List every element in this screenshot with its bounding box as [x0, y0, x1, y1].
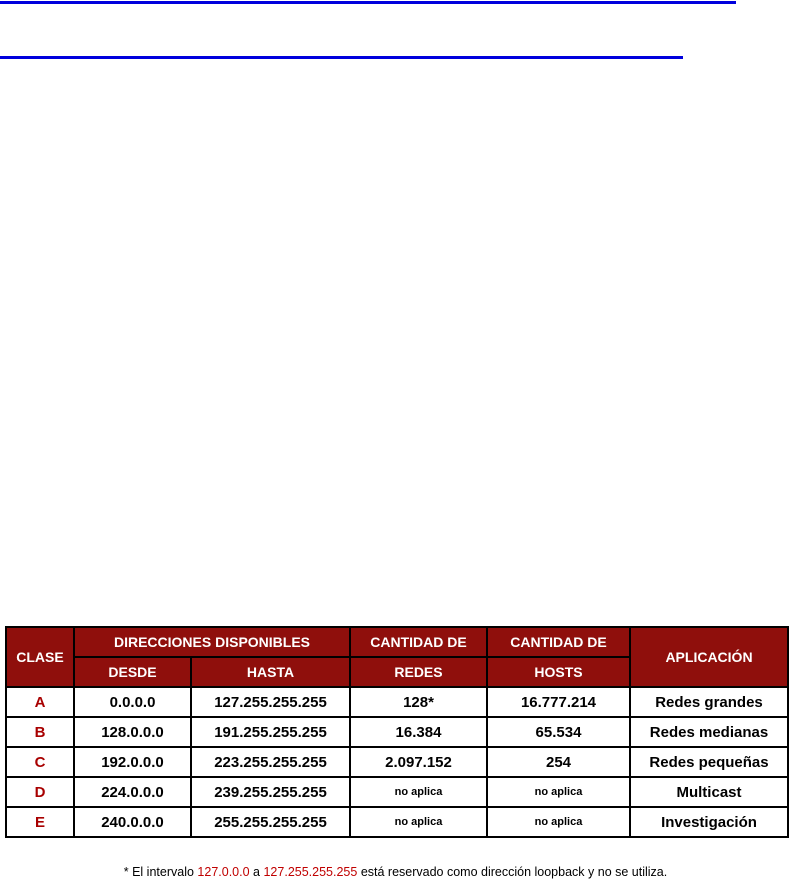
- cell-aplicacion: Multicast: [630, 777, 788, 807]
- cell-aplicacion: Redes medianas: [630, 717, 788, 747]
- header-hasta: HASTA: [191, 657, 350, 687]
- footnote-range-end: 127.255.255.255: [263, 865, 358, 879]
- footnote-range-start: 127.0.0.0: [197, 865, 250, 879]
- table-row-class-e: [6, 807, 788, 837]
- cell-desde: 192.0.0.0: [74, 747, 191, 777]
- cell-aplicacion: Investigación: [630, 807, 788, 837]
- cell-redes: no aplica: [350, 807, 487, 837]
- header-cantidad-hosts-bottom: HOSTS: [487, 657, 630, 687]
- loopback-footnote: [0, 865, 791, 879]
- cell-redes: 128*: [350, 687, 487, 717]
- table-row-class-a: [6, 687, 788, 717]
- cell-redes: no aplica: [350, 777, 487, 807]
- cell-hasta: 255.255.255.255: [191, 807, 350, 837]
- header-direcciones-disponibles: DIRECCIONES DISPONIBLES: [74, 627, 350, 657]
- cell-hasta: 223.255.255.255: [191, 747, 350, 777]
- cell-desde: 128.0.0.0: [74, 717, 191, 747]
- header-aplicacion: APLICACIÓN: [630, 627, 788, 687]
- cell-clase: C: [6, 747, 74, 777]
- table-row-class-b: [6, 717, 788, 747]
- table-row-class-c: [6, 747, 788, 777]
- header-clase: CLASE: [6, 627, 74, 687]
- cell-hasta: 239.255.255.255: [191, 777, 350, 807]
- cell-desde: 224.0.0.0: [74, 777, 191, 807]
- header-row-1: [6, 627, 788, 657]
- cell-hosts: no aplica: [487, 777, 630, 807]
- second-blue-rule: [0, 56, 683, 59]
- table-row-class-d: [6, 777, 788, 807]
- footnote-connector: a: [253, 865, 260, 879]
- footnote-prefix: * El intervalo: [123, 865, 194, 879]
- cell-clase: A: [6, 687, 74, 717]
- cell-aplicacion: Redes pequeñas: [630, 747, 788, 777]
- header-cantidad-hosts-top: CANTIDAD DE: [487, 627, 630, 657]
- cell-desde: 240.0.0.0: [74, 807, 191, 837]
- cell-clase: D: [6, 777, 74, 807]
- top-blue-rule: [0, 1, 736, 4]
- header-cantidad-redes-bottom: REDES: [350, 657, 487, 687]
- cell-hasta: 127.255.255.255: [191, 687, 350, 717]
- cell-hosts: 16.777.214: [487, 687, 630, 717]
- cell-desde: 0.0.0.0: [74, 687, 191, 717]
- header-desde: DESDE: [74, 657, 191, 687]
- footnote-suffix: está reservado como dirección loopback y no se utiliza.: [360, 865, 668, 879]
- cell-clase: E: [6, 807, 74, 837]
- cell-hasta: 191.255.255.255: [191, 717, 350, 747]
- cell-aplicacion: Redes grandes: [630, 687, 788, 717]
- header-cantidad-redes-top: CANTIDAD DE: [350, 627, 487, 657]
- cell-hosts: 65.534: [487, 717, 630, 747]
- cell-redes: 2.097.152: [350, 747, 487, 777]
- cell-hosts: 254: [487, 747, 630, 777]
- ip-classes-table: [5, 626, 789, 838]
- cell-hosts: no aplica: [487, 807, 630, 837]
- cell-redes: 16.384: [350, 717, 487, 747]
- cell-clase: B: [6, 717, 74, 747]
